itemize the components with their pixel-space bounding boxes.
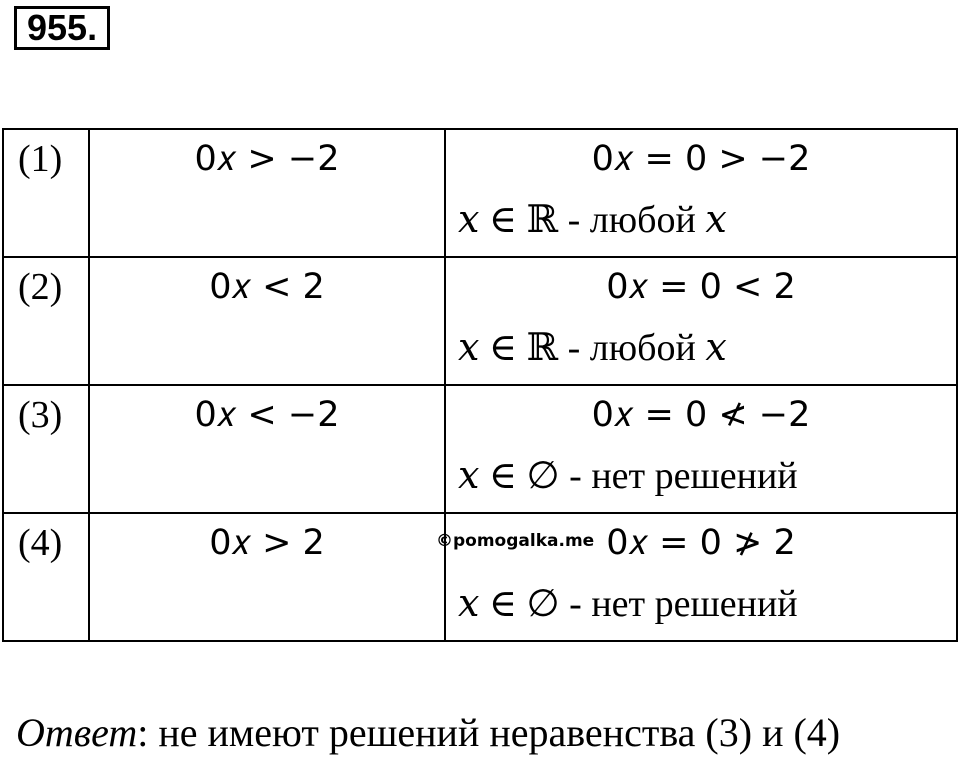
- solution-cell: [445, 385, 957, 513]
- inequality: 0𝑥 > 2: [209, 523, 325, 563]
- transformed-inequality: 0𝑥 = 0 > −2: [591, 139, 811, 179]
- problem-number: 955.: [14, 6, 110, 50]
- solution-set: 𝑥 ∈ ℝ - любой 𝑥: [458, 327, 727, 369]
- solution-set: 𝑥 ∈ ∅ - нет решений: [458, 455, 798, 497]
- row-label: (2): [18, 266, 63, 308]
- table-row: [3, 385, 957, 513]
- inequality: 0𝑥 < 2: [209, 267, 325, 307]
- transformed-inequality: 0𝑥 = 0 ≯ 2: [606, 523, 796, 563]
- inequality-cell: [89, 385, 445, 513]
- inequality-cell: [89, 257, 445, 385]
- row-label-cell: [3, 129, 89, 257]
- inequality: 0𝑥 < −2: [194, 395, 340, 435]
- answer-label: Ответ: [16, 710, 138, 755]
- solution-set: 𝑥 ∈ ∅ - нет решений: [458, 583, 798, 625]
- inequality-cell: [89, 513, 445, 641]
- solution-cell: [445, 257, 957, 385]
- solution-set: 𝑥 ∈ ℝ - любой 𝑥: [458, 199, 727, 241]
- table-row: [3, 257, 957, 385]
- row-label: (1): [18, 138, 63, 180]
- table-row: [3, 129, 957, 257]
- row-label-cell: [3, 257, 89, 385]
- answer-text: : не имеют решений неравенства (3) и (4): [137, 710, 841, 755]
- row-label: (4): [18, 522, 63, 564]
- answer: [16, 710, 840, 756]
- solution-table: [2, 128, 958, 642]
- row-label-cell: [3, 513, 89, 641]
- row-label-cell: [3, 385, 89, 513]
- transformed-inequality: 0𝑥 = 0 < 2: [606, 267, 796, 307]
- row-label: (3): [18, 394, 63, 436]
- transformed-inequality: 0𝑥 = 0 ≮ −2: [591, 395, 811, 435]
- inequality: 0𝑥 > −2: [194, 139, 340, 179]
- inequality-cell: [89, 129, 445, 257]
- solution-cell: [445, 129, 957, 257]
- watermark: ©pomogalka.me: [436, 531, 595, 551]
